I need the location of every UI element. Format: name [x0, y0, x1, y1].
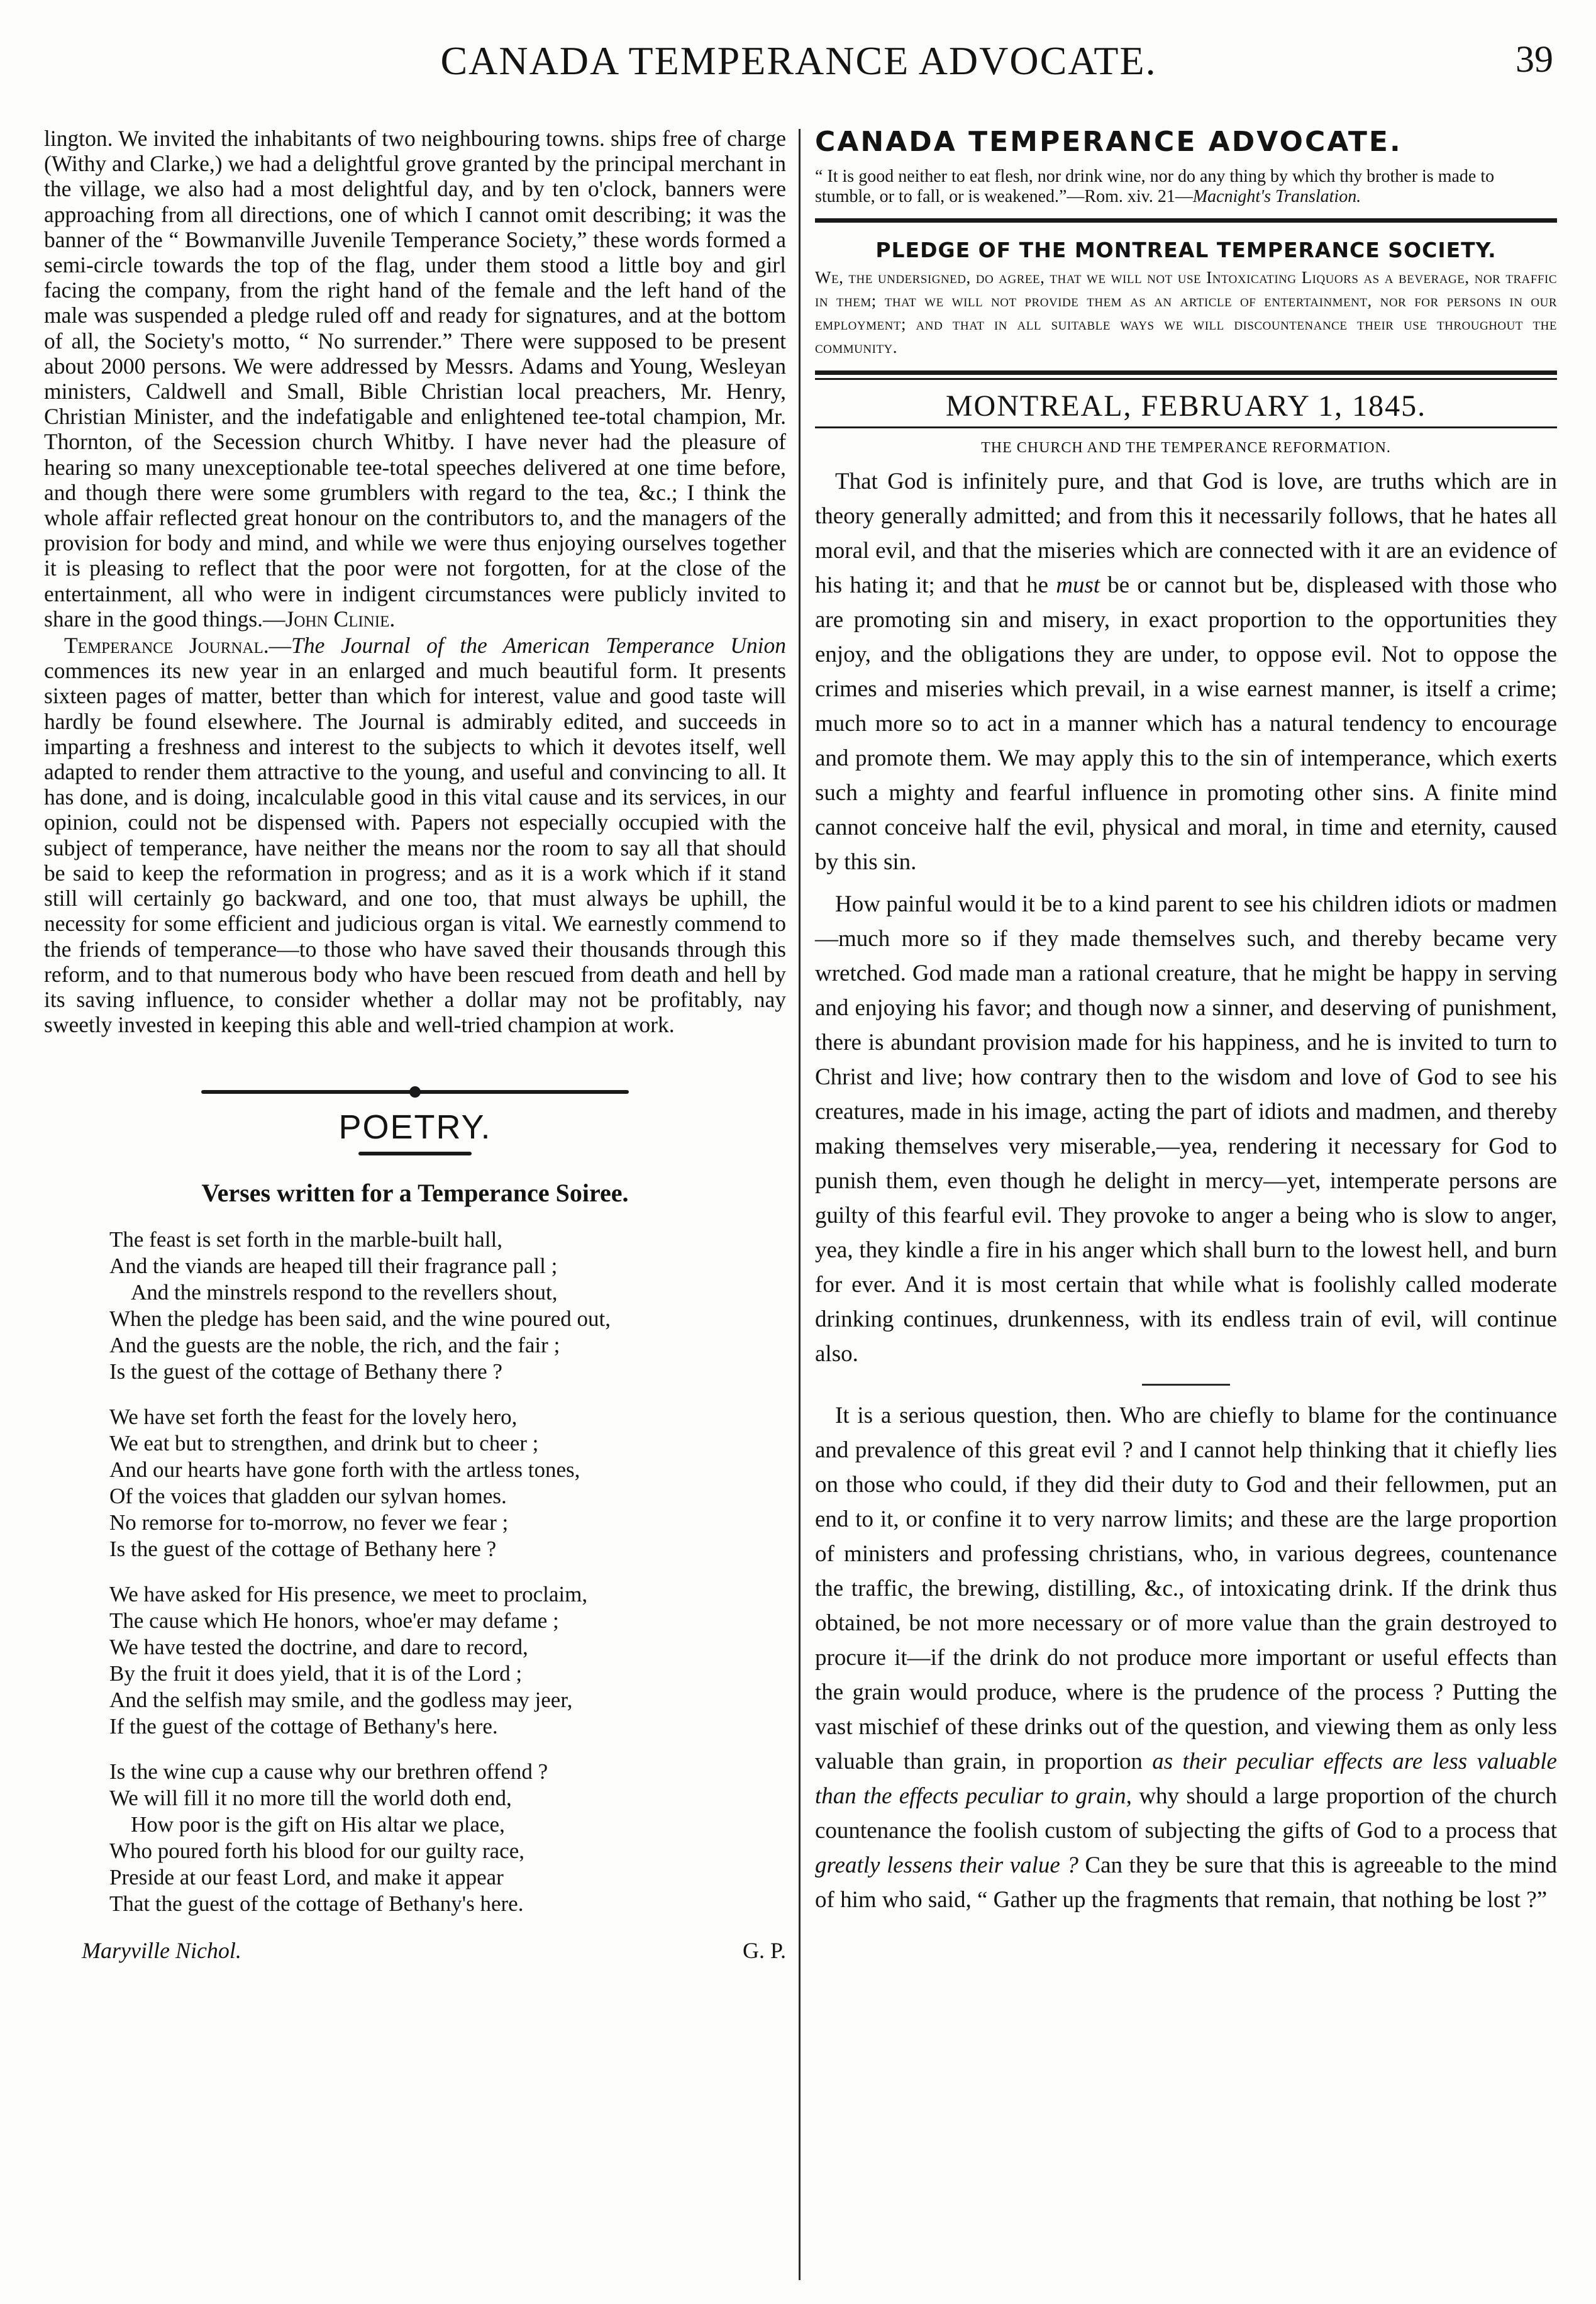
pledge-rule — [815, 370, 1557, 375]
page-header — [44, 38, 1553, 94]
article-emphasis: must — [1056, 572, 1100, 598]
correspondence-text: lington. We invited the inhabitants of two neighbouring towns. ships free of charge (Withy and Clarke,) we had a delightful grove granted by the principal merchant in the village, we also had a most delightful day, and by ten o'clock, banners were approaching from all directions, one of which I cannot omit describing; it was the banner of the “ Bowmanville Juvenile Temperance Society,” these words formed a semi-circle towards the top of the flag, under them stood a little boy and girl facing the company, from the right hand of the female and the left hand of the male was suspended a pledge ruled off and ready for signatures, and at the bottom of all, the Society's motto, “ No surrender.” There were supposed to be present about 2000 persons. We were addressed by Messrs. Adams and Young, Wesleyan ministers, Caldwell and Small, Bible Christian local preachers, Mr. Henry, Christian Minister, and the indefatigable and enlightened tee-total champion, Mr. Thornton, of the Secession church Whitby. I have never had the pleasure of hearing so many unexceptionable tee-total speeches delivered at one time before, and though there were some grumblers with regard to the tea, &c.; I think the whole affair reflected great honour on the contributors to, and the managers of the provision for body and mind, and while we were thus enjoying ourselves together it is pleasing to reflect that the poor were not forgotten, for at the close of the entertainment, all who were in indigent circumstances were publicly invited to share in the good things.— — [44, 126, 786, 632]
poem-author: G. P. — [742, 1938, 786, 1964]
journal-notice-text: commences its new year in an enlarged and much beautiful form. It presents sixteen pages of matter, better than which for interest, value and good taste will hardly be found elsewhere. The Journal is admirably edited, and succeeds in imparting a freshness and interest to the subjects to which it devotes itself, well adapted to render them attractive to the young, and useful and convincing to all. It has done, and is doing, incalculable good in this vital cause and its services, in our opinion, could not be dispensed with. Papers not especially occupied with the subject of temperance, have neither the means nor the room to say all that should be said to keep the reformation in progress; and as it is a work which if it stand still will certainly go backward, and one too, that must always be uphill, the necessity for some efficient and judicious organ is vital. We earnestly commend to the friends of temperance—to those who have saved their thousands through this reform, and to that numerous body who have been rescued from death and hell by its saving influence, to consider whether a dollar may not be profitably, nay sweetly invested in keeping this able and well-tried champion at work. — [44, 658, 786, 1038]
poem-place: Maryville Nichol. — [82, 1938, 241, 1964]
right-column — [815, 126, 1557, 2264]
article-paragraph — [815, 887, 1557, 1371]
correspondence-paragraph — [44, 126, 786, 632]
poem-line: When the pledge has been said, and the wine poured out, — [109, 1306, 611, 1332]
poem-line: Is the guest of the cottage of Bethany there ? — [109, 1359, 502, 1384]
poem-title: Verses written for a Temperance Soiree. — [201, 1179, 629, 1208]
poem-line: And our hearts have gone forth with the artless tones, — [109, 1457, 580, 1483]
section-divider — [1142, 1384, 1230, 1386]
column-divider — [799, 129, 801, 2280]
article-text: Can they be sure that this is agreeable to the mind of him who said, “ Gather up the fragments that remain, that nothing be lost ?” — [815, 1852, 1557, 1913]
page-number: 39 — [1516, 38, 1553, 80]
poem-stanza — [44, 1227, 786, 1385]
dateline: MONTREAL, FEBRUARY 1, 1845. — [945, 389, 1427, 423]
poem-line: And the guests are the noble, the rich, and the fair ; — [109, 1333, 560, 1358]
pledge-text: We, the undersigned, do agree, that we will not use Intoxicating Liquors as a beverage, nor traffic in them; that we will not provide them as an article of entertainment, nor for persons in our employment; and that in all suitable ways we will discountenance their use throughout the community. — [815, 268, 1557, 357]
article-title: THE CHURCH AND THE TEMPERANCE REFORMATION. — [981, 440, 1391, 456]
poem-line: And the viands are heaped till their fragrance pall ; — [109, 1254, 558, 1279]
poem-line: No remorse for to-morrow, no fever we fear ; — [109, 1510, 509, 1535]
poetry-ornament-rule — [201, 1081, 629, 1101]
masthead-rule — [815, 218, 1557, 223]
correspondent-signature: John Clinie. — [285, 606, 396, 632]
poem-line: We have tested the doctrine, and dare to record, — [109, 1635, 528, 1660]
poem-line: And the selfish may smile, and the godless may jeer, — [109, 1688, 573, 1713]
poem-line: The feast is set forth in the marble-built hall, — [109, 1227, 502, 1252]
left-column — [44, 126, 786, 2264]
ornament-dot — [409, 1086, 421, 1098]
article-text: That God is infinitely pure, and that God is love, are truths which are in theory generally admitted; and from this it necessarily follows, that he hates all moral evil, and that the miseries which are connected with it are an evidence of his hating it; and that he — [815, 469, 1557, 598]
poem-line: Who poured forth his blood for our guilty race, — [109, 1839, 524, 1864]
poem-line: By the fruit it does yield, that it is of the Lord ; — [109, 1661, 523, 1686]
poem-stanza — [44, 1404, 786, 1562]
poem-line: Of the voices that gladden our sylvan homes. — [109, 1484, 507, 1509]
editorial-masthead: CANADA TEMPERANCE ADVOCATE. — [815, 126, 1402, 158]
article-emphasis: greatly lessens their value ? — [815, 1852, 1078, 1878]
poem-line: The cause which He honors, whoe'er may defame ; — [109, 1608, 559, 1633]
poem-line: That the guest of the cottage of Bethany's here. — [109, 1891, 524, 1917]
poem-line: We eat but to strengthen, and drink but to cheer ; — [109, 1431, 539, 1456]
masthead-motto — [815, 167, 1557, 207]
article-emphasis: as their peculiar effects are less valuable than the effects peculiar to grain, — [815, 1749, 1557, 1809]
poem-line: We have set forth the feast for the lovely hero, — [109, 1405, 518, 1430]
article-text: How painful would it be to a kind parent to see his children idiots or madmen—much more so if they made themselves such, and thereby became very wretched. God made man a rational creature, that he might be happy in serving and enjoying his favor; and though now a sinner, and deserving of punishment, there is abundant provision made for his happiness, and he is invited to turn to Christ and live; how contrary then to the wisdom and love of God to see his creatures, made in his image, acting the part of idiots and madmen, and thereby making themselves very miserable,—yea, rendering it necessary for God to punish them, even though he delight in mercy—yet, intemperate persons are guilty of this fearful evil. They provoke to anger a being who is slow to anger, yea, they kindle a fire in his anger which shall burn to the lowest hell, and burn for ever. And it is most certain that while what is foolishly called moderate drinking continues, drunkenness, with its endless train of evil, will continue also. — [815, 891, 1557, 1367]
poem-signature — [44, 1937, 786, 1969]
poem-line: We have asked for His presence, we meet to proclaim, — [109, 1582, 588, 1607]
poetry-heading: POETRY. — [338, 1108, 492, 1147]
dateline-rule — [815, 426, 1557, 428]
poem-line: How poor is the gift on His altar we place, — [131, 1812, 505, 1837]
journal-notice-lead: Temperance Journal. — [64, 633, 269, 659]
pledge-title: PLEDGE OF THE MONTREAL TEMPERANCE SOCIETY. — [875, 238, 1497, 262]
poem-line: We will fill it no more till the world doth end, — [109, 1786, 512, 1811]
poem-line: Is the guest of the cottage of Bethany here ? — [109, 1537, 497, 1562]
journal-notice-dash: — — [269, 633, 292, 659]
article-text: why should a large proportion of the church countenance the foolish custom of subjecting the gifts of God to a process that — [815, 1783, 1558, 1844]
poetry-underline — [358, 1152, 472, 1155]
article-paragraph — [815, 1398, 1557, 1917]
poem-line: Preside at our feast Lord, and make it appear — [109, 1865, 504, 1890]
article-text: It is a serious question, then. Who are chiefly to blame for the continuance and prevalence of this great evil ? and I cannot help thinking that it chiefly lies on those who could, if they did their duty to God and their fellowmen, put an end to it, or confine it to very narrow limits; and these are the large proportion of ministers and professing christians, who, in various degrees, countenance the traffic, the brewing, distilling, &c., of intoxicating drink. If the drink thus obtained, be not more necessary or of more value than the grain destroyed to procure it—if the drink do not produce more important or useful effects than the grain would produce, where is the prudence of the process ? Putting the vast mischief of these drinks out of the question, and viewing them as only less valuable than grain, in proportion — [815, 1403, 1557, 1774]
poem-line: And the minstrels respond to the revellers shout, — [131, 1280, 558, 1305]
pledge-rule-thin — [815, 378, 1557, 380]
running-title: CANADA TEMPERANCE ADVOCATE. — [440, 38, 1157, 83]
poem-stanza — [44, 1759, 786, 1917]
motto-source: Macnight's Translation. — [1192, 187, 1361, 206]
poem-line: Is the wine cup a cause why our brethren offend ? — [109, 1759, 548, 1784]
poem-line: If the guest of the cottage of Bethany's here. — [109, 1714, 498, 1739]
article-paragraph — [815, 464, 1557, 879]
journal-notice-title: The Journal of the American Temperance Union — [291, 633, 786, 659]
journal-notice — [44, 633, 786, 1037]
article-text: be or cannot but be, displeased with those who are promoting sin and misery, in exact proportion to the opportunities they enjoy, and the obligations they are under, to oppose evil. Not to oppose the crimes and miseries which prevail, in a wise earnest manner, is itself a crime; much more so to act in a manner which has a natural tendency to encourage and promote them. We may apply this to the sin of intemperance, which exerts such a mighty and fearful influence in promoting other sins. A finite mind cannot conceive half the evil, physical and moral, in time and eternity, caused by this sin. — [815, 572, 1558, 875]
poem-stanza — [44, 1581, 786, 1740]
motto-quote: “ It is good neither to eat flesh, nor drink wine, nor do any thing by which thy brother is made to stumble, or to fall, or is weakened.”—Rom. xiv. 21— — [815, 167, 1495, 206]
